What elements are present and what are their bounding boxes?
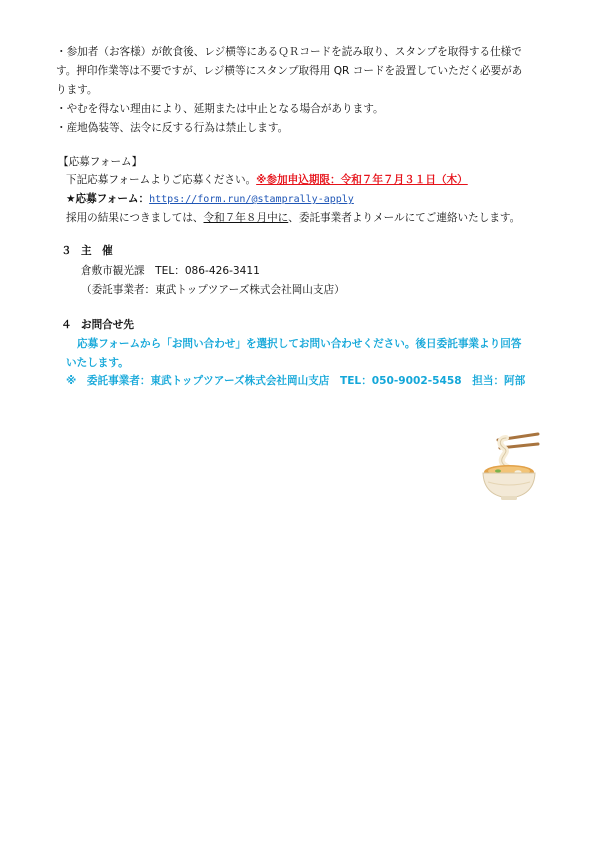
application-form-link[interactable]: https://form.run/@stamprally-apply [149, 194, 354, 205]
organizer-line-2: （委託事業者：東武トップツアーズ株式会社岡山支店） [81, 284, 345, 296]
inquiry-heading: お問合せ先 [81, 319, 134, 331]
organizer-number: ３ [61, 245, 72, 257]
inquiry-heading-line [61, 318, 134, 332]
application-deadline: ※参加申込期限：令和７年７月３１日（木） [256, 174, 468, 186]
inquiry-line-2: いたします。 [66, 357, 129, 369]
organizer-line-1: 倉敷市観光課 TEL：086-426-3411 [81, 265, 260, 277]
inquiry-line-3: ※ 委託事業者：東武トップツアーズ株式会社岡山支店 TEL：050-9002-5458 担当：阿部 [66, 375, 526, 387]
inquiry-number: ４ [61, 319, 72, 331]
condition-line-2: す。押印作業等は不要ですが、レジ横等にスタンプ取得用 QR コードを設置していただく必要があ [56, 65, 523, 77]
organizer-heading-line [61, 244, 113, 258]
organizer-heading: 主 催 [81, 245, 113, 257]
result-suffix: 、委託事業者よりメールにてご連絡いたします。 [288, 212, 521, 224]
result-period: 令和７年８月中に [203, 212, 289, 224]
application-form-heading: 【応募フォーム】 [58, 156, 143, 168]
condition-line-1: ・参加者（お客様）が飲食後、レジ横等にあるＱＲコードを読み取り、スタンプを取得する仕様で [56, 46, 522, 58]
application-instruction: 下記応募フォームよりご応募ください。 [66, 174, 257, 186]
condition-line-5: ・産地偽装等、法令に反する行為は禁止します。 [56, 122, 289, 134]
application-form-label: ★応募フォーム： [66, 193, 150, 205]
udon-bowl-icon [478, 430, 540, 502]
inquiry-line-1: 応募フォームから「お問い合わせ」を選択してお問い合わせください。後日委託事業より回答 [77, 338, 522, 350]
application-result-line [66, 211, 520, 225]
result-prefix: 採用の結果につきましては、 [66, 212, 204, 224]
application-instruction-line [66, 173, 468, 187]
condition-line-4: ・やむを得ない理由により、延期または中止となる場合があります。 [56, 103, 384, 115]
application-form-line [66, 192, 354, 207]
condition-line-3: ります。 [56, 84, 98, 96]
